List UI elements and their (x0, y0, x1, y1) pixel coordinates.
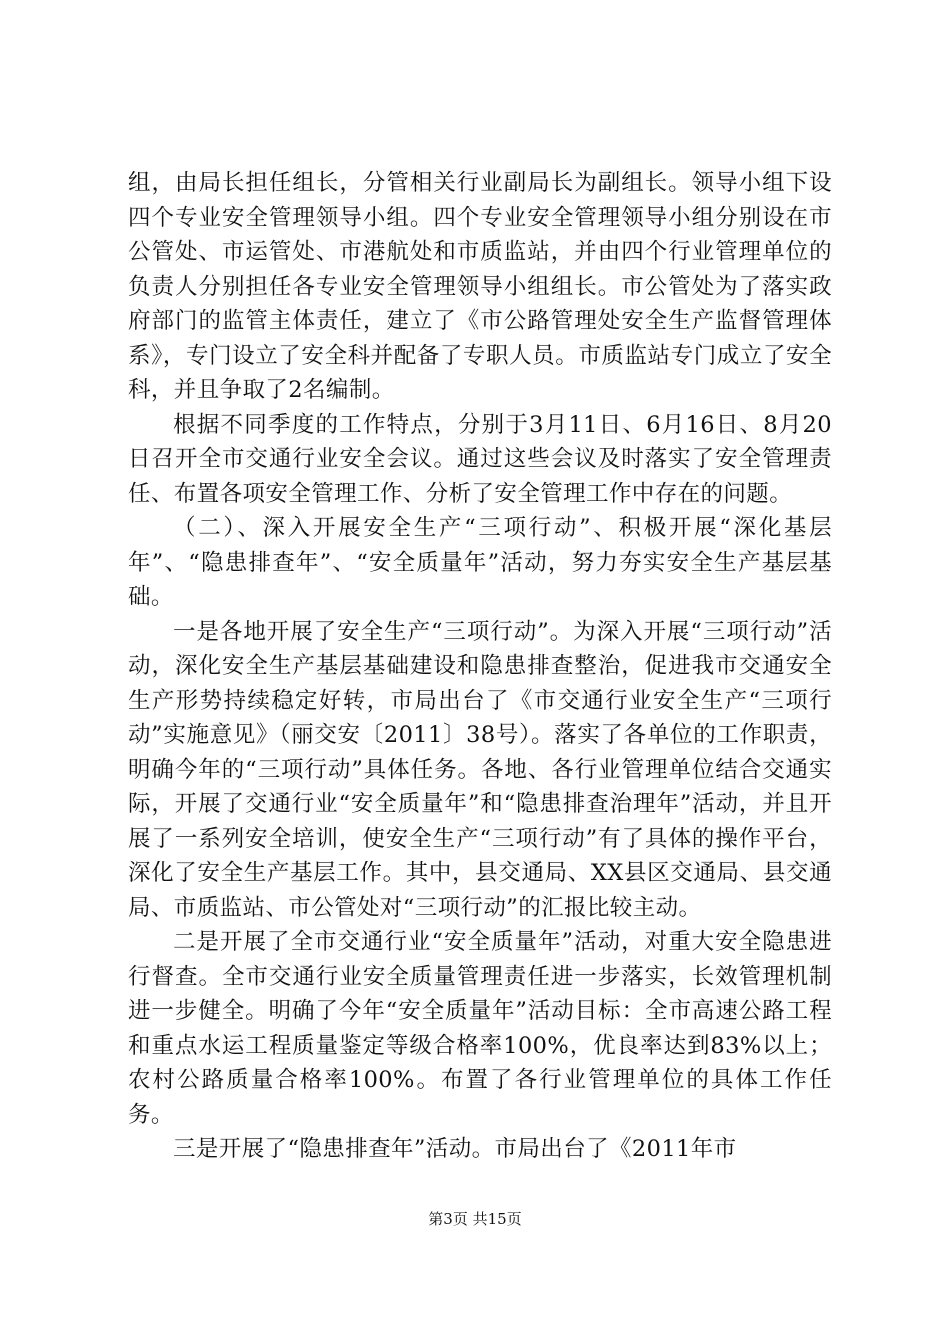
paragraph-2: 根据不同季度的工作特点，分别于3月11日、6月16日、8月20日召开全市交通行业安全会议。通过这些会议及时落实了安全管理责任、布置各项安全管理工作、分析了安全管理工作中存在的问题。 (128, 411, 832, 507)
paragraph-6: 三是开展了“隐患排查年”活动。市局出台了《2011年市 (173, 1136, 737, 1162)
paragraph-4: 一是各地开展了安全生产“三项行动”。为深入开展“三项行动”活动，深化安全生产基层基础建设和隐患排查整治，促进我市交通安全生产形势持续稳定好转，市局出台了《市交通行业安全生产“三项行动”实施意见》（丽交安〔2011〕38号）。落实了各单位的工作职责，明确今年的“三项行动”具体任务。各地、各行业管理单位结合交通实际，开展了交通行业“安全质量年”和“隐患排查治理年”活动，并且开展了一系列安全培训，使安全生产“三项行动”有了具体的操作平台，深化了安全生产基层工作。其中，县交通局、XX县区交通局、县交通局、市质监站、市公管处对“三项行动”的汇报比较主动。 (128, 618, 832, 921)
document-body (128, 166, 832, 1167)
paragraph-5: 二是开展了全市交通行业“安全质量年”活动，对重大安全隐患进行督查。全市交通行业安全质量管理责任进一步落实，长效管理机制进一步健全。明确了今年“安全质量年”活动目标：全市高速公路工程和重点水运工程质量鉴定等级合格率100%，优良率达到83%以上；农村公路质量合格率100%。布置了各行业管理单位的具体工作任务。 (128, 929, 832, 1128)
page-number-footer: 第3页 共15页 (428, 1210, 522, 1228)
paragraph-3: （二）、深入开展安全生产“三项行动”、积极开展“深化基层年”、“隐患排查年”、“安全质量年”活动，努力夯实安全生产基层基础。 (128, 515, 832, 610)
paragraph-1: 组，由局长担任组长，分管相关行业副局长为副组长。领导小组下设四个专业安全管理领导小组。四个专业安全管理领导小组分别设在市公管处、市运管处、市港航处和市质监站，并由四个行业管理单位的负责人分别担任各专业安全管理领导小组组长。市公管处为了落实政府部门的监管主体责任，建立了《市公路管理处安全生产监督管理体系》，专门设立了安全科并配备了专职人员。市质监站专门成立了安全科，并且争取了2名编制。 (128, 170, 832, 403)
